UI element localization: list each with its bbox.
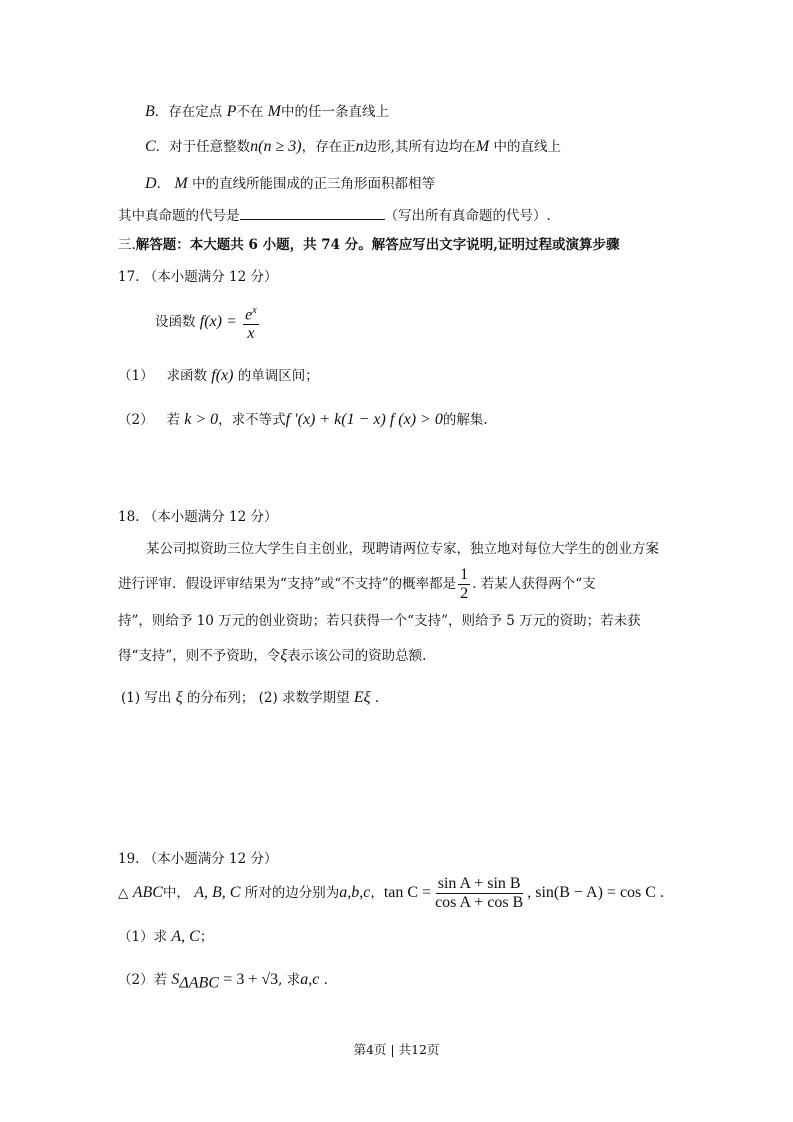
text: （写出所有真命题的代号）. (384, 208, 551, 224)
q18-header: 18. （本小题满分 12 分） (118, 509, 278, 525)
text: ， (370, 885, 384, 901)
text: 得“支持”，则不予资助，令 (118, 648, 281, 664)
subscript: ΔABC (179, 974, 219, 992)
option-b (145, 103, 389, 121)
q19-part2 (118, 971, 328, 993)
math: M (174, 175, 188, 192)
fraction (433, 875, 525, 912)
q17-function (155, 302, 261, 343)
option-label: B (145, 103, 155, 120)
q19-part1 (118, 928, 213, 946)
text: ．对于任意整数 (155, 139, 251, 155)
text: 的解集. (442, 412, 488, 428)
text: 的单调区间； (237, 368, 319, 384)
option-c (145, 138, 561, 156)
denominator: cos A + cos B (435, 894, 524, 911)
option-d (145, 175, 435, 193)
fraction (458, 566, 470, 603)
text: . (374, 690, 380, 706)
text: 不在 (236, 104, 264, 120)
math: ξ (280, 647, 288, 664)
fraction (243, 302, 259, 343)
math: ABC (132, 884, 163, 901)
text: 中的直线所能围成的正三角形面积都相等 (191, 176, 435, 192)
q17-part2 (118, 411, 488, 429)
math: e (245, 306, 253, 324)
math: n(n ≥ 3) (250, 138, 302, 155)
q19-statement (118, 874, 664, 912)
text: 中的直线上 (493, 139, 562, 155)
text: （2）若 (118, 972, 168, 988)
math: tan C = (383, 884, 432, 901)
text: ． (156, 176, 171, 192)
text: 中的任一条直线上 (280, 104, 389, 120)
text: （1）求 (118, 929, 168, 945)
q17-header: 17. （本小题满分 12 分） (118, 269, 278, 285)
math: A, B, C (194, 884, 241, 901)
text: 表示该公司的资助总额. (287, 648, 427, 664)
text: ； (199, 929, 214, 945)
math: , sin(B − A) = cos C . (527, 884, 664, 901)
denominator: 2 (460, 585, 469, 602)
part-label: （2） (118, 412, 154, 428)
option-label: D (145, 175, 157, 192)
triangle-symbol: △ (118, 885, 129, 901)
text: 的分布列； (2) 求数学期望 (186, 690, 350, 706)
text: . 若某人获得两个“支 (472, 576, 596, 592)
text: 进行评审．假设评审结果为“支持”或“不支持”的概率都是 (118, 576, 457, 592)
math: f(x) = (199, 313, 237, 331)
text: (1) 写出 (121, 690, 172, 706)
q18-line (118, 647, 426, 665)
q18-line: 持”，则给予 10 万元的创业资助；若只获得一个“支持”，则给予 5 万元的资助；若未获 (118, 613, 641, 629)
math: k > 0 (184, 411, 219, 428)
math: = 3 + √3 (223, 971, 279, 988)
q18-line (118, 566, 596, 603)
q18-line: 某公司拟资助三位大学生自主创业，现聘请两位专家，独立地对每位大学生的创业方案 (146, 541, 659, 557)
option-label: C (145, 138, 156, 155)
text: 中， (162, 885, 190, 901)
numerator (243, 302, 259, 325)
text: 若 (166, 412, 180, 428)
section-heading (118, 236, 619, 254)
text: , 求 (278, 972, 301, 988)
math: M (475, 138, 490, 155)
numerator: sin A + sin B (437, 875, 521, 892)
math: ξ (175, 689, 183, 706)
math: f(x) (211, 367, 234, 384)
text: ，存在正 (301, 139, 356, 155)
text: 边形,其所有边均在 (363, 139, 476, 155)
text: . (323, 972, 328, 988)
exponent: x (252, 305, 257, 316)
math: M (267, 103, 281, 120)
text: ，求不等式 (218, 412, 286, 428)
math: P (226, 103, 237, 120)
math: n (355, 138, 364, 155)
math: a,c (300, 971, 320, 988)
text: 所对的边分别为 (244, 885, 340, 901)
text: ．存在定点 (154, 104, 223, 120)
math: a,b,c (339, 884, 371, 901)
text: 其中真命题的代号是 (118, 208, 240, 224)
section-title: 解答题：本大题共 6 小题，共 74 分。解答应写出文字说明,证明过程或演算步骤 (135, 237, 620, 253)
q19-header: 19. （本小题满分 12 分） (118, 851, 278, 867)
q17-part1 (118, 367, 319, 385)
q18-parts (121, 689, 379, 707)
math: Eξ (353, 689, 371, 706)
math: A, C (171, 928, 200, 945)
math: f ′(x) + k(1 − x) f (x) > 0 (285, 411, 443, 428)
section-number: 三. (118, 237, 136, 253)
fill-prompt (118, 205, 551, 225)
text: 求函数 (166, 368, 207, 384)
page-footer: 第4页 | 共12页 (353, 1042, 440, 1057)
math: S (171, 971, 180, 988)
part-label: （1） (118, 368, 154, 384)
answer-blank (240, 205, 385, 220)
text: 设函数 (155, 314, 196, 331)
denominator: x (247, 325, 255, 343)
numerator: 1 (460, 566, 469, 583)
